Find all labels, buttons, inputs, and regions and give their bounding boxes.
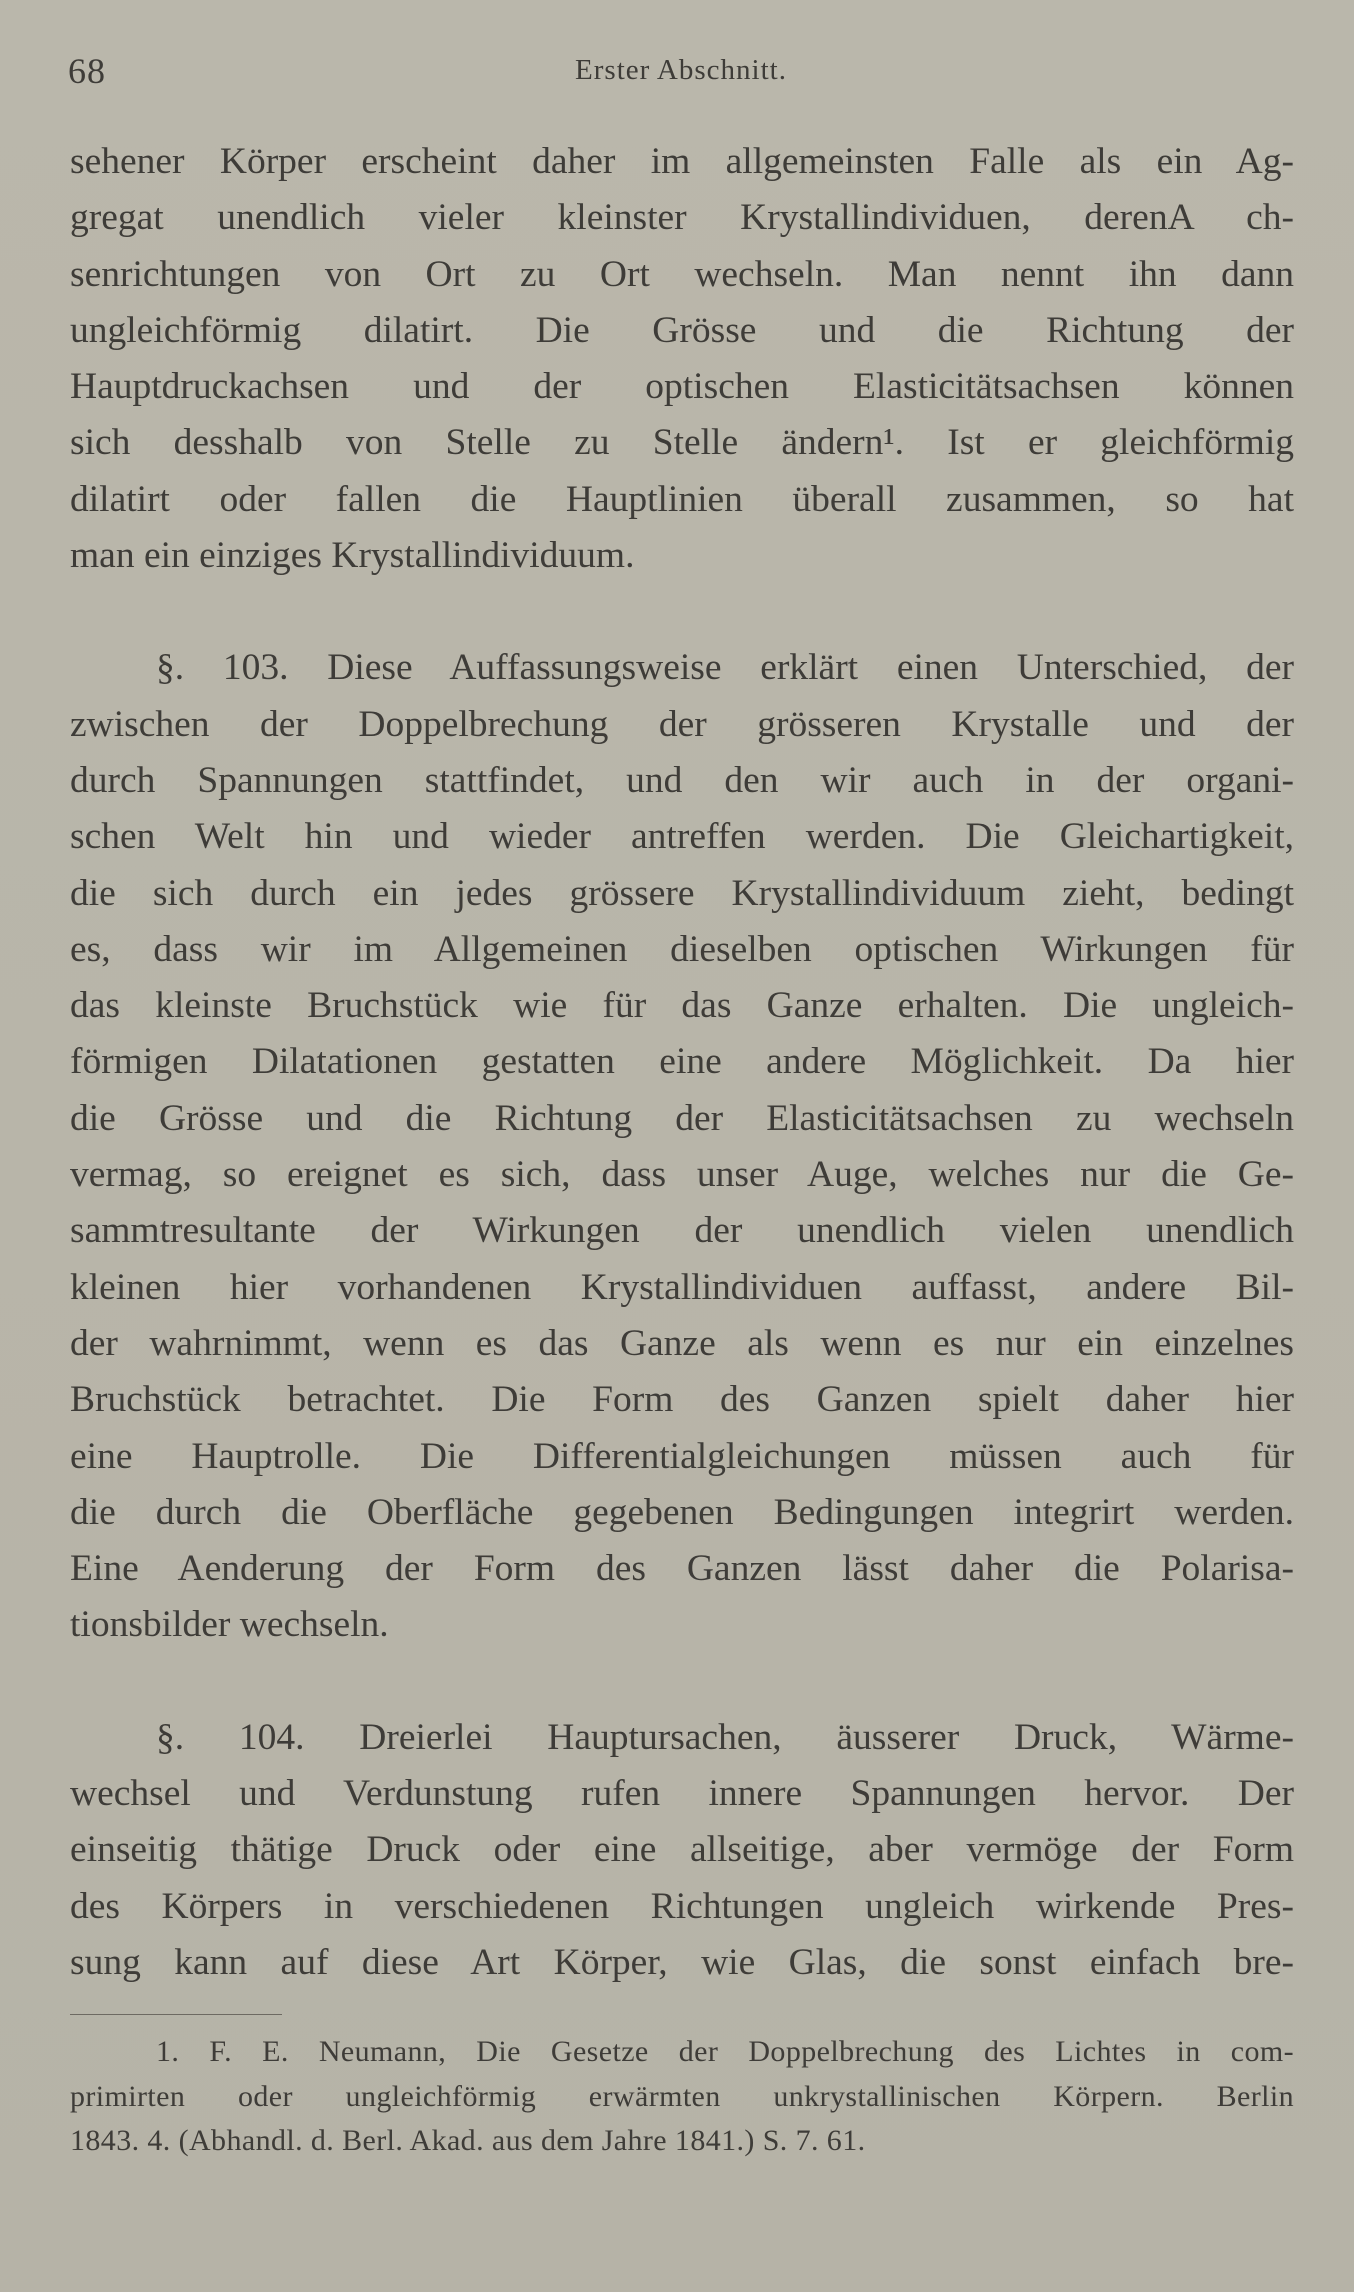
text-line: eine Hauptrolle. Die Differentialgleichungen müssen auch für [70,1435,1294,1477]
text-line: schen Welt hin und wieder antreffen werden. Die Gleichartigkeit, [70,816,1294,858]
page-header [68,50,1294,100]
footnote-line: primirten oder ungleichförmig erwärmten unkrystallinischen Körpern. Berlin [70,2079,1294,2113]
paragraph-section-104 [70,1710,1294,1991]
text-line: sammtresultante der Wirkungen der unendlich vielen unendlich [70,1210,1294,1252]
text-line: förmigen Dilatationen gestatten eine andere Möglichkeit. Da hier [70,1041,1294,1083]
text-line: durch Spannungen stattfindet, und den wir auch in der organi- [70,759,1294,801]
text-line: sich desshalb von Stelle zu Stelle ändern¹. Ist er gleichförmig [70,422,1294,464]
text-line: wechsel und Verdunstung rufen innere Spannungen hervor. Der [70,1773,1294,1815]
footnote-line: 1843. 4. (Abhandl. d. Berl. Akad. aus dem Jahre 1841.) S. 7. 61. [70,2124,866,2157]
text-line: vermag, so ereignet es sich, dass unser Auge, welches nur die Ge- [70,1154,1294,1196]
text-line: die durch die Oberfläche gegebenen Bedingungen integrirt werden. [70,1491,1294,1533]
footnote [70,2030,1294,2164]
page-number: 68 [68,51,106,91]
text-line: §. 104. Dreierlei Hauptursachen, äusserer Druck, Wärme- [156,1716,1294,1758]
text-line: die Grösse und die Richtung der Elasticitätsachsen zu wechseln [70,1097,1294,1139]
text-line: es, dass wir im Allgemeinen dieselben optischen Wirkungen für [70,928,1294,970]
text-line: die sich durch ein jedes grössere Krystallindividuum zieht, bedingt [70,872,1294,914]
text-line: kleinen hier vorhandenen Krystallindividuen auffasst, andere Bil- [70,1266,1294,1308]
body-text [70,134,1294,1991]
paragraph-1 [70,134,1294,584]
text-line: sung kann auf diese Art Körper, wie Glas, die sonst einfach bre- [70,1941,1294,1983]
running-title: Erster Abschnitt. [575,54,787,86]
text-line: ungleichförmig dilatirt. Die Grösse und die Richtung der [70,309,1294,351]
text-line: Eine Aenderung der Form des Ganzen lässt daher die Polarisa- [70,1548,1294,1590]
text-line: der wahrnimmt, wenn es das Ganze als wenn es nur ein einzelnes [70,1322,1294,1364]
text-line: des Körpers in verschiedenen Richtungen ungleich wirkende Pres- [70,1885,1294,1927]
footnote-divider [70,2014,282,2015]
text-line: gregat unendlich vieler kleinster Krystallindividuen, derenA ch- [70,197,1294,239]
text-line: tionsbilder wechseln. [70,1604,389,1646]
text-line: man ein einziges Krystallindividuum. [70,535,635,577]
text-line: senrichtungen von Ort zu Ort wechseln. Man nennt ihn dann [70,253,1294,295]
text-line: zwischen der Doppelbrechung der grösseren Krystalle und der [70,703,1294,745]
paragraph-section-103 [70,640,1294,1653]
text-line: §. 103. Diese Auffassungsweise erklärt einen Unterschied, der [156,647,1294,689]
text-line: einseitig thätige Druck oder eine allseitige, aber vermöge der Form [70,1829,1294,1871]
text-line: sehener Körper erscheint daher im allgemeinsten Falle als ein Ag- [70,141,1294,182]
text-line: Hauptdruckachsen und der optischen Elasticitätsachsen können [70,366,1294,408]
text-line: Bruchstück betrachtet. Die Form des Ganzen spielt daher hier [70,1379,1294,1421]
footnote-line: 1. F. E. Neumann, Die Gesetze der Doppelbrechung des Lichtes in com- [156,2035,1294,2068]
text-line: das kleinste Bruchstück wie für das Ganze erhalten. Die ungleich- [70,985,1294,1027]
text-line: dilatirt oder fallen die Hauptlinien überall zusammen, so hat [70,478,1294,520]
